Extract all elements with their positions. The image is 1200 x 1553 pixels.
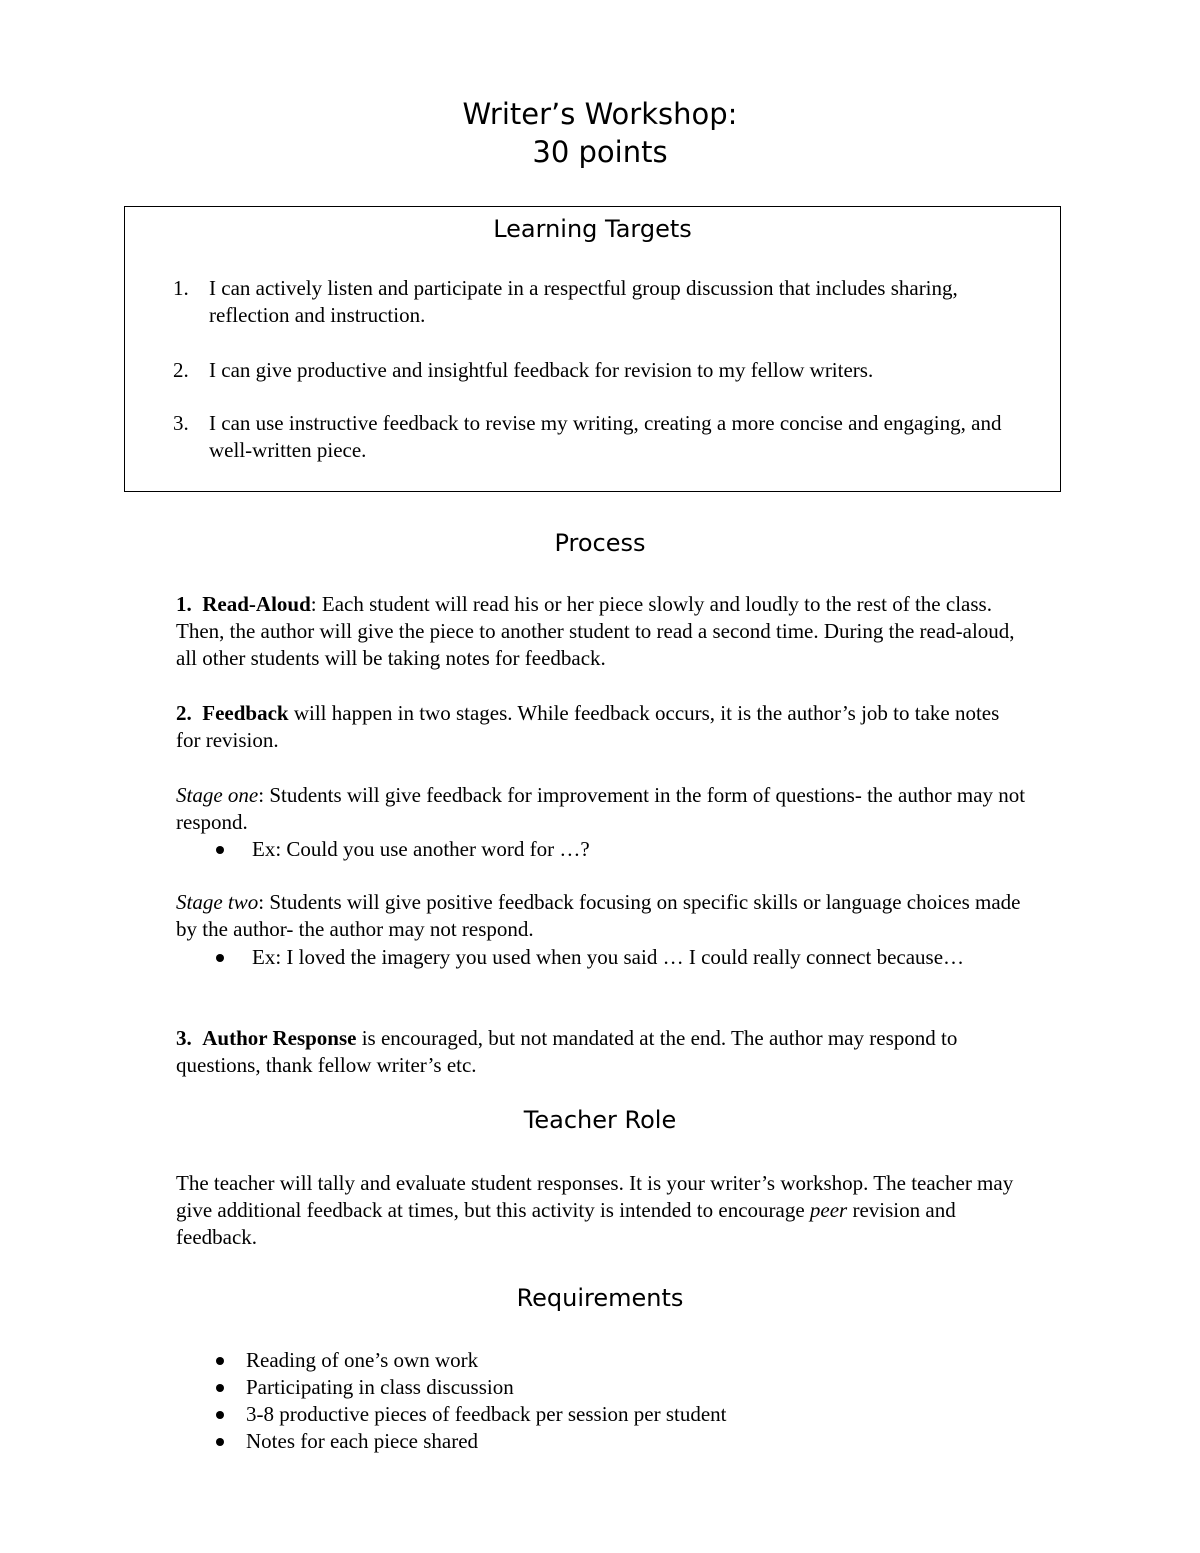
requirement-text: Notes for each piece shared	[246, 1429, 479, 1453]
stage-text: : Students will give feedback for improvement in the form of questions- the author may not respond.	[176, 783, 1026, 834]
stage-one-paragraph	[176, 782, 1026, 836]
stage-text: : Students will give positive feedback focusing on specific skills or language choices made by the author- the author may not respond.	[176, 890, 1021, 941]
requirement-item	[246, 1374, 1006, 1401]
learning-target-text: I can use instructive feedback to revise my writing, creating a more concise and engaging, and well-written piece.	[209, 411, 1002, 462]
requirement-text: 3-8 productive pieces of feedback per session per student	[246, 1402, 727, 1426]
stage-label: Stage two	[176, 890, 259, 914]
stage-one-example-bullet	[252, 836, 1012, 863]
bullet-icon	[216, 1384, 224, 1392]
stage-two-example-bullet	[252, 944, 972, 971]
process-step-feedback	[176, 700, 1026, 754]
process-step-author-response	[176, 1025, 1026, 1079]
teacher-role-text: The teacher will tally and evaluate student responses. It is your writer’s workshop. The teacher may give additional feedback at times, but this activity is intended to encourage	[176, 1171, 1014, 1222]
process-heading: Process	[554, 529, 646, 557]
document-title: Writer’s Workshop:	[462, 97, 738, 131]
step-number: 1.	[176, 592, 192, 616]
teacher-role-paragraph	[176, 1170, 1026, 1251]
step-number: 2.	[176, 701, 192, 725]
step-text: is encouraged, but not mandated at the end. The author may respond to questions, thank fellow writer’s etc.	[176, 1026, 958, 1077]
learning-target-number: 3.	[173, 411, 189, 435]
step-number: 3.	[176, 1026, 192, 1050]
step-text: : Each student will read his or her piece slowly and loudly to the rest of the class. Then, the author will give the piece to another student to read a second time. During the read-aloud, all other students will be taking notes for feedback.	[176, 592, 1015, 670]
requirement-item	[246, 1401, 1006, 1428]
learning-target-text: I can actively listen and participate in a respectful group discussion that includes sharing, reflection and instruction.	[209, 276, 958, 327]
learning-target-item	[173, 357, 1029, 384]
step-term: Read-Aloud	[202, 592, 311, 616]
learning-target-item	[173, 275, 1029, 329]
stage-two-paragraph	[176, 889, 1026, 943]
requirements-heading: Requirements	[516, 1284, 684, 1312]
stage-example-text: Ex: I loved the imagery you used when you said … I could really connect because…	[252, 945, 965, 969]
bullet-icon	[216, 846, 224, 854]
requirement-item	[246, 1428, 1006, 1455]
step-term: Feedback	[202, 701, 289, 725]
step-term: Author Response	[202, 1026, 357, 1050]
learning-target-text: I can give productive and insightful feedback for revision to my fellow writers.	[209, 358, 874, 382]
bullet-icon	[216, 954, 224, 962]
stage-label: Stage one	[176, 783, 259, 807]
teacher-role-emphasis: peer	[809, 1198, 848, 1222]
teacher-role-heading: Teacher Role	[523, 1106, 677, 1134]
process-step-read-aloud	[176, 591, 1026, 672]
teacher-role-text-end: revision and feedback.	[176, 1198, 956, 1249]
step-text: will happen in two stages. While feedback occurs, it is the author’s job to take notes for revision.	[176, 701, 1000, 752]
stage-example-text: Ex: Could you use another word for …?	[252, 837, 590, 861]
document-subtitle-points: 30 points	[532, 135, 668, 169]
bullet-icon	[216, 1411, 224, 1419]
learning-target-item	[173, 410, 1029, 464]
requirement-text: Reading of one’s own work	[246, 1348, 479, 1372]
learning-target-number: 2.	[173, 358, 189, 382]
learning-targets-heading: Learning Targets	[493, 215, 692, 243]
learning-target-number: 1.	[173, 276, 189, 300]
bullet-icon	[216, 1357, 224, 1365]
bullet-icon	[216, 1438, 224, 1446]
requirement-item	[246, 1347, 1006, 1374]
learning-targets-box	[124, 206, 1061, 492]
requirement-text: Participating in class discussion	[246, 1375, 514, 1399]
